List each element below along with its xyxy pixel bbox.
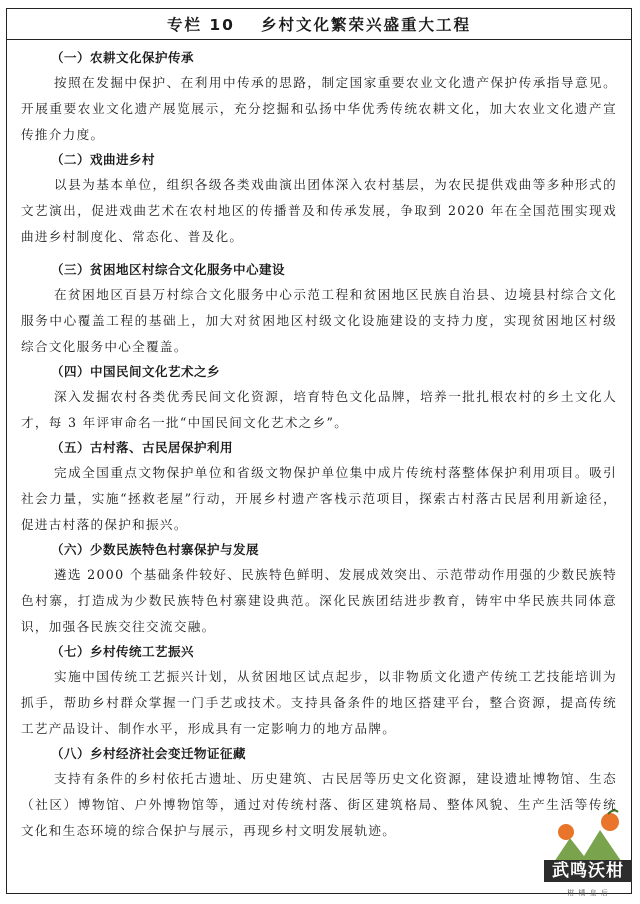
watermark-subtext: 柑 橘 皇 后 <box>567 889 609 897</box>
section-farming-culture <box>21 46 617 148</box>
section-heading: （一）农耕文化保护传承 <box>51 50 195 65</box>
section-opera <box>21 148 617 250</box>
section-heading: （七）乡村传统工艺振兴 <box>51 644 195 659</box>
box-title-text: 乡村文化繁荣兴盛重大工程 <box>260 16 471 34</box>
box-title-bar <box>7 9 631 40</box>
section-body: 深入发掘农村各类优秀民间文化资源，培育特色文化品牌，培养一批扎根农村的乡土文化人才，每 3 年评审命名一批“中国民间文化艺术之乡”。 <box>21 389 617 430</box>
section-ancient-village <box>21 436 617 538</box>
section-heading: （四）中国民间文化艺术之乡 <box>51 364 221 379</box>
section-heading: （二）戏曲进乡村 <box>51 152 156 167</box>
section-body: 遴选 2000 个基础条件较好、民族特色鲜明、发展成效突出、示范带动作用强的少数民族特色村寨，打造成为少数民族特色村寨建设典范。深化民族团结进步教育，铸牢中华民族共同体意识，加强各民族交往交流交融。 <box>21 567 617 634</box>
citrus-mountain-icon <box>540 808 636 900</box>
section-cultural-service-center <box>21 258 617 360</box>
section-heading: （八）乡村经济社会变迁物证征藏 <box>51 746 247 761</box>
section-heading: （三）贫困地区村综合文化服务中心建设 <box>51 262 286 277</box>
section-body: 以县为基本单位，组织各级各类戏曲演出团体深入农村基层，为农民提供戏曲等多种形式的文艺演出，促进戏曲艺术在农村地区的传播普及和传承发展，争取到 2020 年在全国范围实现戏曲进乡村制度化、常态化、普及化。 <box>21 177 617 244</box>
section-body: 实施中国传统工艺振兴计划，从贫困地区试点起步，以非物质文化遗产传统工艺技能培训为抓手，帮助乡村群众掌握一门手艺或技术。支持具备条件的地区搭建平台，整合资源，提高传统工艺产品设计、制作水平，形成具有一定影响力的地方品牌。 <box>21 669 617 736</box>
section-heading: （六）少数民族特色村寨保护与发展 <box>51 542 260 557</box>
section-ethnic-village <box>21 538 617 640</box>
section-traditional-craft <box>21 640 617 742</box>
box-title-label: 专栏 10 <box>167 16 235 34</box>
section-rural-history <box>21 742 617 844</box>
special-column-box <box>6 8 632 894</box>
section-folk-art-hometown <box>21 360 617 436</box>
section-body: 完成全国重点文物保护单位和省级文物保护单位集中成片传统村落整体保护利用项目。吸引社会力量，实施“拯救老屋”行动，开展乡村遗产客栈示范项目，探索古村落古民居利用新途径，促进古村落的保护和振兴。 <box>21 465 617 532</box>
box-content <box>7 40 631 844</box>
section-heading: （五）古村落、古民居保护利用 <box>51 440 234 455</box>
watermark-text: 武鸣沃柑 <box>544 860 632 882</box>
section-body: 按照在发掘中保护、在利用中传承的思路，制定国家重要农业文化遗产保护传承指导意见。开展重要农业文化遗产展览展示，充分挖掘和弘扬中华优秀传统农耕文化，加大农业文化遗产宣传推介力度。 <box>21 75 617 142</box>
section-body: 支持有条件的乡村依托古遗址、历史建筑、古民居等历史文化资源，建设遗址博物馆、生态（社区）博物馆、户外博物馆等，通过对传统村落、街区建筑格局、整体风貌、生产生活等传统文化和生态环境的综合保护与展示，再现乡村文明发展轨迹。 <box>21 771 617 838</box>
watermark-logo <box>540 808 636 900</box>
section-body: 在贫困地区百县万村综合文化服务中心示范工程和贫困地区民族自治县、边境县村综合文化服务中心覆盖工程的基础上，加大对贫困地区村级文化设施建设的支持力度，实现贫困地区村级综合文化服务中心全覆盖。 <box>21 287 617 354</box>
